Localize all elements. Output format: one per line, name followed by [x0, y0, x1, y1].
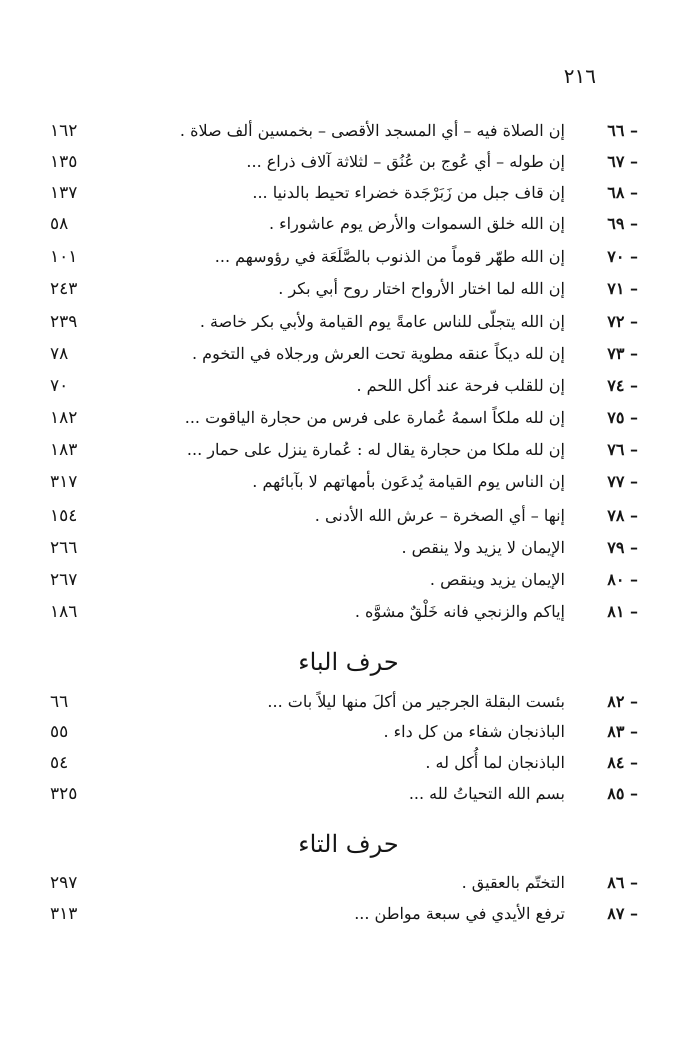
entry-page-ref: ٣١٣: [50, 904, 78, 924]
entry-text: إن الله طهّر قوماً من الذنوب بالصَّلَعَة في رؤوسهم ...: [214, 247, 565, 266]
entry-page-ref: ١٨٣: [50, 440, 78, 460]
entry-text: إن طوله – أي عُوج بن عُنُق – لثلاثة آلاف ذراع ...: [246, 152, 565, 171]
entry-row: [0, 465, 697, 499]
entry-number: ٨٧ –: [607, 904, 638, 923]
section-heading: حرف الباء: [298, 648, 399, 676]
entry-text: التختّم بالعقيق .: [461, 873, 565, 892]
entry-page-ref: ٢٩٧: [50, 873, 78, 893]
entry-text: إن لله ملكاً اسمهُ عُمارة على فرس من حجارة الياقوت ...: [184, 408, 565, 427]
entry-text: الباذنجان لما أُكل له .: [425, 753, 565, 772]
entry-row: [0, 337, 697, 371]
entry-number: ٨٣ –: [607, 722, 638, 741]
entry-number: ٧٨ –: [607, 506, 638, 525]
entry-number: ٧٢ –: [607, 312, 638, 331]
entry-page-ref: ١٨٦: [50, 602, 78, 622]
entry-number: ٧٠ –: [607, 247, 638, 266]
entry-number: ٧٧ –: [607, 472, 638, 491]
entry-row: [0, 240, 697, 274]
entry-page-ref: ٢٤٣: [50, 279, 78, 299]
page-number: ٢١٦: [563, 64, 596, 88]
entry-row: [0, 305, 697, 339]
entry-number: ٦٦ –: [607, 121, 638, 140]
entry-text: إنها – أي الصخرة – عرش الله الأدنى .: [314, 506, 565, 525]
entry-number: ٨٠ –: [607, 570, 638, 589]
entry-page-ref: ٦٦: [50, 692, 69, 712]
entry-number: ٦٨ –: [607, 183, 638, 202]
entry-text: الباذنجان شفاء من كل داء .: [383, 722, 565, 741]
entry-page-ref: ٥٤: [50, 753, 69, 773]
entry-number: ٦٧ –: [607, 152, 638, 171]
entry-row: [0, 369, 697, 403]
entry-row: [0, 595, 697, 629]
entry-text: إياكم والزنجي فانه خَلْقٌ مشوَّه .: [354, 602, 565, 621]
entry-number: ٧٦ –: [607, 440, 638, 459]
entry-number: ٧٣ –: [607, 344, 638, 363]
entry-number: ٧١ –: [607, 279, 638, 298]
entry-page-ref: ٣٢٥: [50, 784, 78, 804]
entry-page-ref: ٢٦٧: [50, 570, 78, 590]
entry-row: [0, 531, 697, 565]
entry-text: إن الصلاة فيه – أي المسجد الأقصى – بخمسين ألف صلاة .: [179, 121, 565, 140]
entry-page-ref: ٧٠: [50, 376, 69, 396]
entry-number: ٨٢ –: [607, 692, 638, 711]
entry-page-ref: ٢٣٩: [50, 312, 78, 332]
entry-row: [0, 207, 697, 241]
entry-row: [0, 746, 697, 780]
entry-number: ٧٥ –: [607, 408, 638, 427]
entry-number: ٨٦ –: [607, 873, 638, 892]
entry-row: [0, 401, 697, 435]
entry-number: ٨٥ –: [607, 784, 638, 803]
entry-number: ٨٤ –: [607, 753, 638, 772]
entry-text: بئست البقلة الجرجير من أكلَ منها ليلاً بات ...: [267, 692, 565, 711]
entry-page-ref: ١٠١: [50, 247, 78, 267]
entry-text: إن الناس يوم القيامة يُدعَون بأمهاتهم لا بآبائهم .: [252, 472, 565, 491]
entry-page-ref: ١٣٧: [50, 183, 78, 203]
entry-row: [0, 176, 697, 210]
entry-row: [0, 897, 697, 931]
entry-text: إن الله يتجلّى للناس عامةً يوم القيامة ولأبي بكر خاصة .: [199, 312, 565, 331]
entry-page-ref: ١٨٢: [50, 408, 78, 428]
entry-page-ref: ٣١٧: [50, 472, 78, 492]
entry-row: [0, 715, 697, 749]
entry-number: ٨١ –: [607, 602, 638, 621]
entry-row: [0, 563, 697, 597]
entry-text: إن لله ملكا من حجارة يقال له : عُمارة ينزل على حمار ...: [186, 440, 565, 459]
entry-row: [0, 685, 697, 719]
entry-text: إن قاف جبل من زَبَرْجَدة خضراء تحيط بالدنيا ...: [252, 183, 565, 202]
entry-page-ref: ٧٨: [50, 344, 69, 364]
entry-number: ٧٤ –: [607, 376, 638, 395]
entry-page-ref: ٢٦٦: [50, 538, 78, 558]
entry-page-ref: ٥٥: [50, 722, 69, 742]
entry-text: إن لله ديكاً عنقه مطوية تحت العرش ورجلاه في التخوم .: [191, 344, 565, 363]
entry-row: [0, 866, 697, 900]
entry-page-ref: ١٦٢: [50, 121, 78, 141]
entry-row: [0, 145, 697, 179]
entry-text: ترفع الأيدي في سبعة مواطن ...: [354, 904, 565, 923]
entry-text: إن الله خلق السموات والأرض يوم عاشوراء .: [268, 214, 565, 233]
entry-row: [0, 777, 697, 811]
entry-row: [0, 499, 697, 533]
entry-row: [0, 433, 697, 467]
entry-page-ref: ١٣٥: [50, 152, 78, 172]
section-heading: حرف التاء: [298, 830, 399, 858]
entry-text: الإيمان لا يزيد ولا ينقص .: [401, 538, 565, 557]
entry-page-ref: ١٥٤: [50, 506, 78, 526]
entry-row: [0, 272, 697, 306]
entry-text: بسم الله التحياتُ لله ...: [408, 784, 565, 803]
entry-row: [0, 114, 697, 148]
entry-page-ref: ٥٨: [50, 214, 69, 234]
entry-text: الإيمان يزيد وينقص .: [429, 570, 565, 589]
entry-text: إن للقلب فرحة عند أكل اللحم .: [356, 376, 565, 395]
entry-text: إن الله لما اختار الأرواح اختار روح أبي بكر .: [278, 279, 565, 298]
entry-number: ٦٩ –: [607, 214, 638, 233]
entry-number: ٧٩ –: [607, 538, 638, 557]
